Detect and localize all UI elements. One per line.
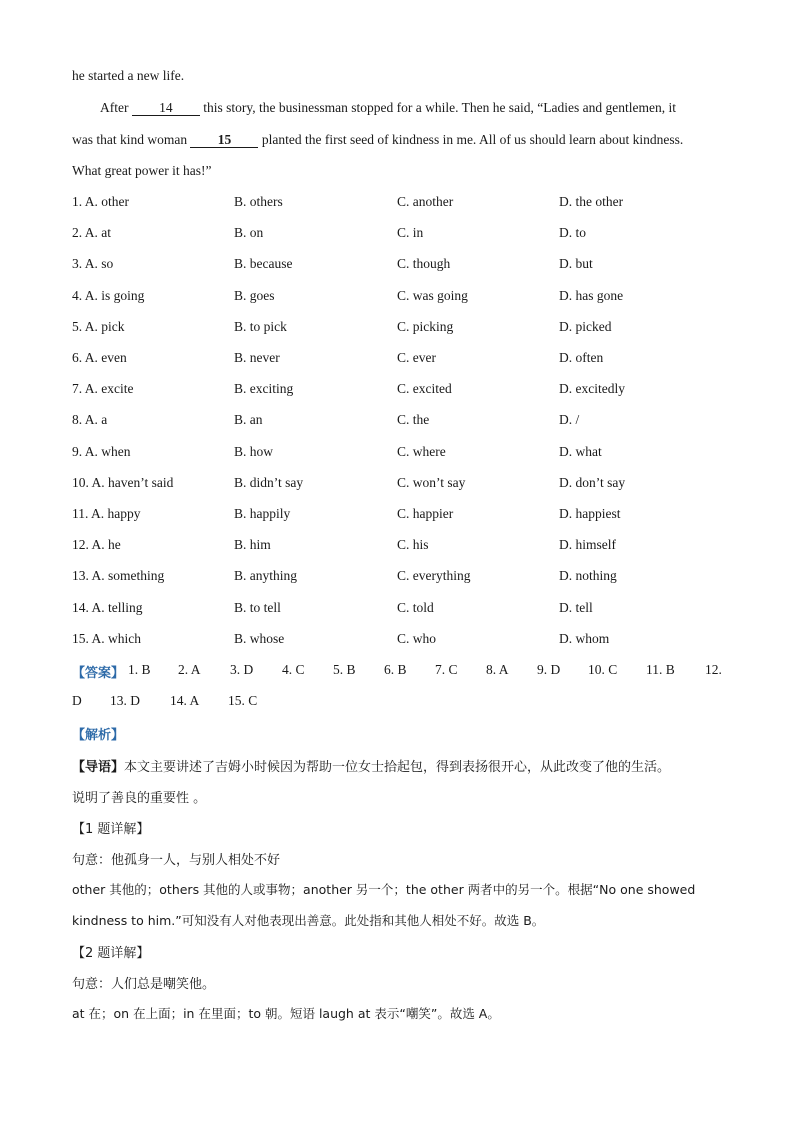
option-choice: C. picking: [397, 318, 454, 334]
option-choice: B. goes: [234, 287, 275, 303]
option-choice: D. tell: [559, 599, 593, 615]
option-row: [0, 600, 794, 620]
option-choice: B. because: [234, 256, 293, 272]
option-choice: 7. A. excite: [72, 381, 134, 397]
q2-meaning: 句意：人们总是嘲笑他。: [72, 977, 216, 992]
option-choice: B. to tell: [234, 599, 281, 615]
q1-header: 【1 题详解】: [72, 822, 150, 837]
option-row: [0, 412, 794, 432]
option-choice: D. himself: [559, 537, 616, 553]
answer-row-2: [0, 693, 794, 713]
option-row: [0, 444, 794, 464]
option-choice: 1. A. other: [72, 194, 129, 209]
answer-item: 13. D: [110, 693, 140, 708]
option-choice: B. happily: [234, 506, 291, 521]
option-choice: C. was going: [397, 287, 468, 303]
option-choice: 6. A. even: [72, 350, 127, 365]
option-choice: 9. A. when: [72, 443, 131, 459]
option-choice: D. /: [559, 412, 580, 428]
option-choice: 4. A. is going: [72, 287, 145, 303]
option-row: [0, 350, 794, 370]
option-row: [0, 506, 794, 526]
option-choice: D. picked: [559, 318, 612, 334]
option-row: [0, 194, 794, 214]
q2-explanation: at 在；on 在上面；in 在里面；to 朝。短语 laugh at 表示“嘲笑”。故选 A。: [72, 1006, 500, 1021]
option-choice: B. him: [234, 537, 271, 553]
answer-item: 1. B: [128, 662, 151, 677]
option-row: [0, 319, 794, 339]
passage-line-2: [100, 100, 676, 116]
option-choice: 14. A. telling: [72, 599, 143, 615]
option-choice: C. in: [397, 225, 424, 241]
answer-item: 10. C: [588, 662, 618, 677]
option-choice: B. an: [234, 412, 263, 428]
option-choice: D. what: [559, 443, 602, 459]
option-choice: B. to pick: [234, 318, 287, 334]
answer-item: 4. C: [282, 662, 305, 677]
blank-14: 14: [132, 101, 200, 116]
option-choice: B. others: [234, 194, 283, 209]
option-choice: D. has gone: [559, 287, 624, 303]
option-choice: D. nothing: [559, 568, 617, 584]
option-choice: B. never: [234, 350, 280, 365]
option-choice: C. where: [397, 443, 446, 459]
answer-item: 9. D: [537, 662, 561, 677]
intro-tag: 【导语】: [72, 760, 125, 775]
passage-line-3: [72, 132, 683, 148]
option-choice: B. whose: [234, 630, 285, 646]
answer-item: D: [72, 693, 82, 708]
option-choice: D. whom: [559, 630, 610, 646]
option-choice: 12. A. he: [72, 537, 121, 553]
answer-item: 14. A: [170, 693, 200, 708]
option-row: [0, 256, 794, 276]
option-choice: D. the other: [559, 194, 624, 209]
option-choice: D. happiest: [559, 506, 621, 521]
q1-explanation-2: kindness to him.”可知没有人对他表现出善意。此处指和其他人相处不好。故选 B。: [72, 913, 545, 928]
answer-row-1: [0, 662, 794, 682]
option-choice: C. won’t say: [397, 474, 466, 490]
option-choice: 11. A. happy: [72, 506, 141, 521]
q2-header: 【2 题详解】: [72, 946, 150, 961]
answer-item: 2. A: [178, 662, 201, 677]
answer-item: 7. C: [435, 662, 458, 677]
option-choice: D. but: [559, 256, 593, 272]
analysis-tag: 【解析】: [72, 728, 125, 743]
option-row: [0, 225, 794, 245]
answer-item: 8. A: [486, 662, 509, 677]
option-choice: 2. A. at: [72, 225, 111, 241]
option-row: [0, 568, 794, 588]
option-choice: C. his: [397, 537, 429, 553]
q1-meaning: 句意：他孤身一人，与别人相处不好: [72, 853, 281, 868]
option-choice: 13. A. something: [72, 568, 165, 584]
option-choice: 3. A. so: [72, 256, 114, 272]
option-choice: D. often: [559, 350, 604, 365]
option-choice: 8. A. a: [72, 412, 108, 428]
option-choice: C. everything: [397, 568, 471, 584]
option-choice: B. how: [234, 443, 274, 459]
option-row: [0, 537, 794, 557]
answer-item: 6. B: [384, 662, 407, 677]
option-row: [0, 631, 794, 651]
passage-text: was that kind woman: [72, 132, 188, 147]
passage-line-1: he started a new life.: [72, 68, 185, 83]
option-choice: B. didn’t say: [234, 474, 304, 490]
option-row: [0, 475, 794, 495]
option-choice: 10. A. haven’t said: [72, 474, 174, 490]
option-choice: C. ever: [397, 350, 436, 365]
option-choice: 15. A. which: [72, 630, 141, 646]
option-choice: C. the: [397, 412, 430, 428]
option-choice: B. anything: [234, 568, 297, 584]
passage-text: this story, the businessman stopped for a while. Then he said, “Ladies and gentlemen, it: [203, 100, 677, 115]
answer-item: 3. D: [230, 662, 254, 677]
option-choice: C. excited: [397, 381, 452, 397]
passage-line-4: What great power it has!”: [72, 163, 212, 178]
answer-item: 11. B: [646, 662, 675, 677]
blank-15: 15: [190, 133, 258, 148]
option-choice: C. who: [397, 630, 437, 646]
option-choice: D. excitedly: [559, 381, 625, 397]
option-choice: C. told: [397, 599, 434, 615]
option-choice: C. happier: [397, 506, 454, 521]
answer-item: 15. C: [228, 693, 258, 708]
option-choice: C. though: [397, 256, 451, 272]
intro-text: 本文主要讲述了吉姆小时候因为帮助一位女士拾起包，得到表扬很开心，从此改变了他的生活。: [124, 760, 671, 775]
option-choice: D. to: [559, 225, 586, 241]
intro-line-2: 说明了善良的重要性 。: [72, 791, 207, 806]
answer-item: 12.: [705, 662, 722, 677]
answer-item: 5. B: [333, 662, 356, 677]
q1-explanation-1: other 其他的；others 其他的人或事物；another 另一个；the other 两者中的另一个。根据“No one showed: [72, 882, 696, 897]
option-choice: C. another: [397, 194, 454, 209]
intro-line-1: [72, 756, 670, 775]
answer-tag: 【答案】: [72, 666, 125, 681]
option-choice: B. exciting: [234, 381, 294, 397]
option-choice: 5. A. pick: [72, 318, 125, 334]
option-row: [0, 381, 794, 401]
option-choice: B. on: [234, 225, 264, 241]
passage-text: After: [100, 100, 129, 115]
option-row: [0, 288, 794, 308]
passage-text: planted the first seed of kindness in me. All of us should learn about kindness.: [261, 132, 684, 147]
option-choice: D. don’t say: [559, 474, 626, 490]
